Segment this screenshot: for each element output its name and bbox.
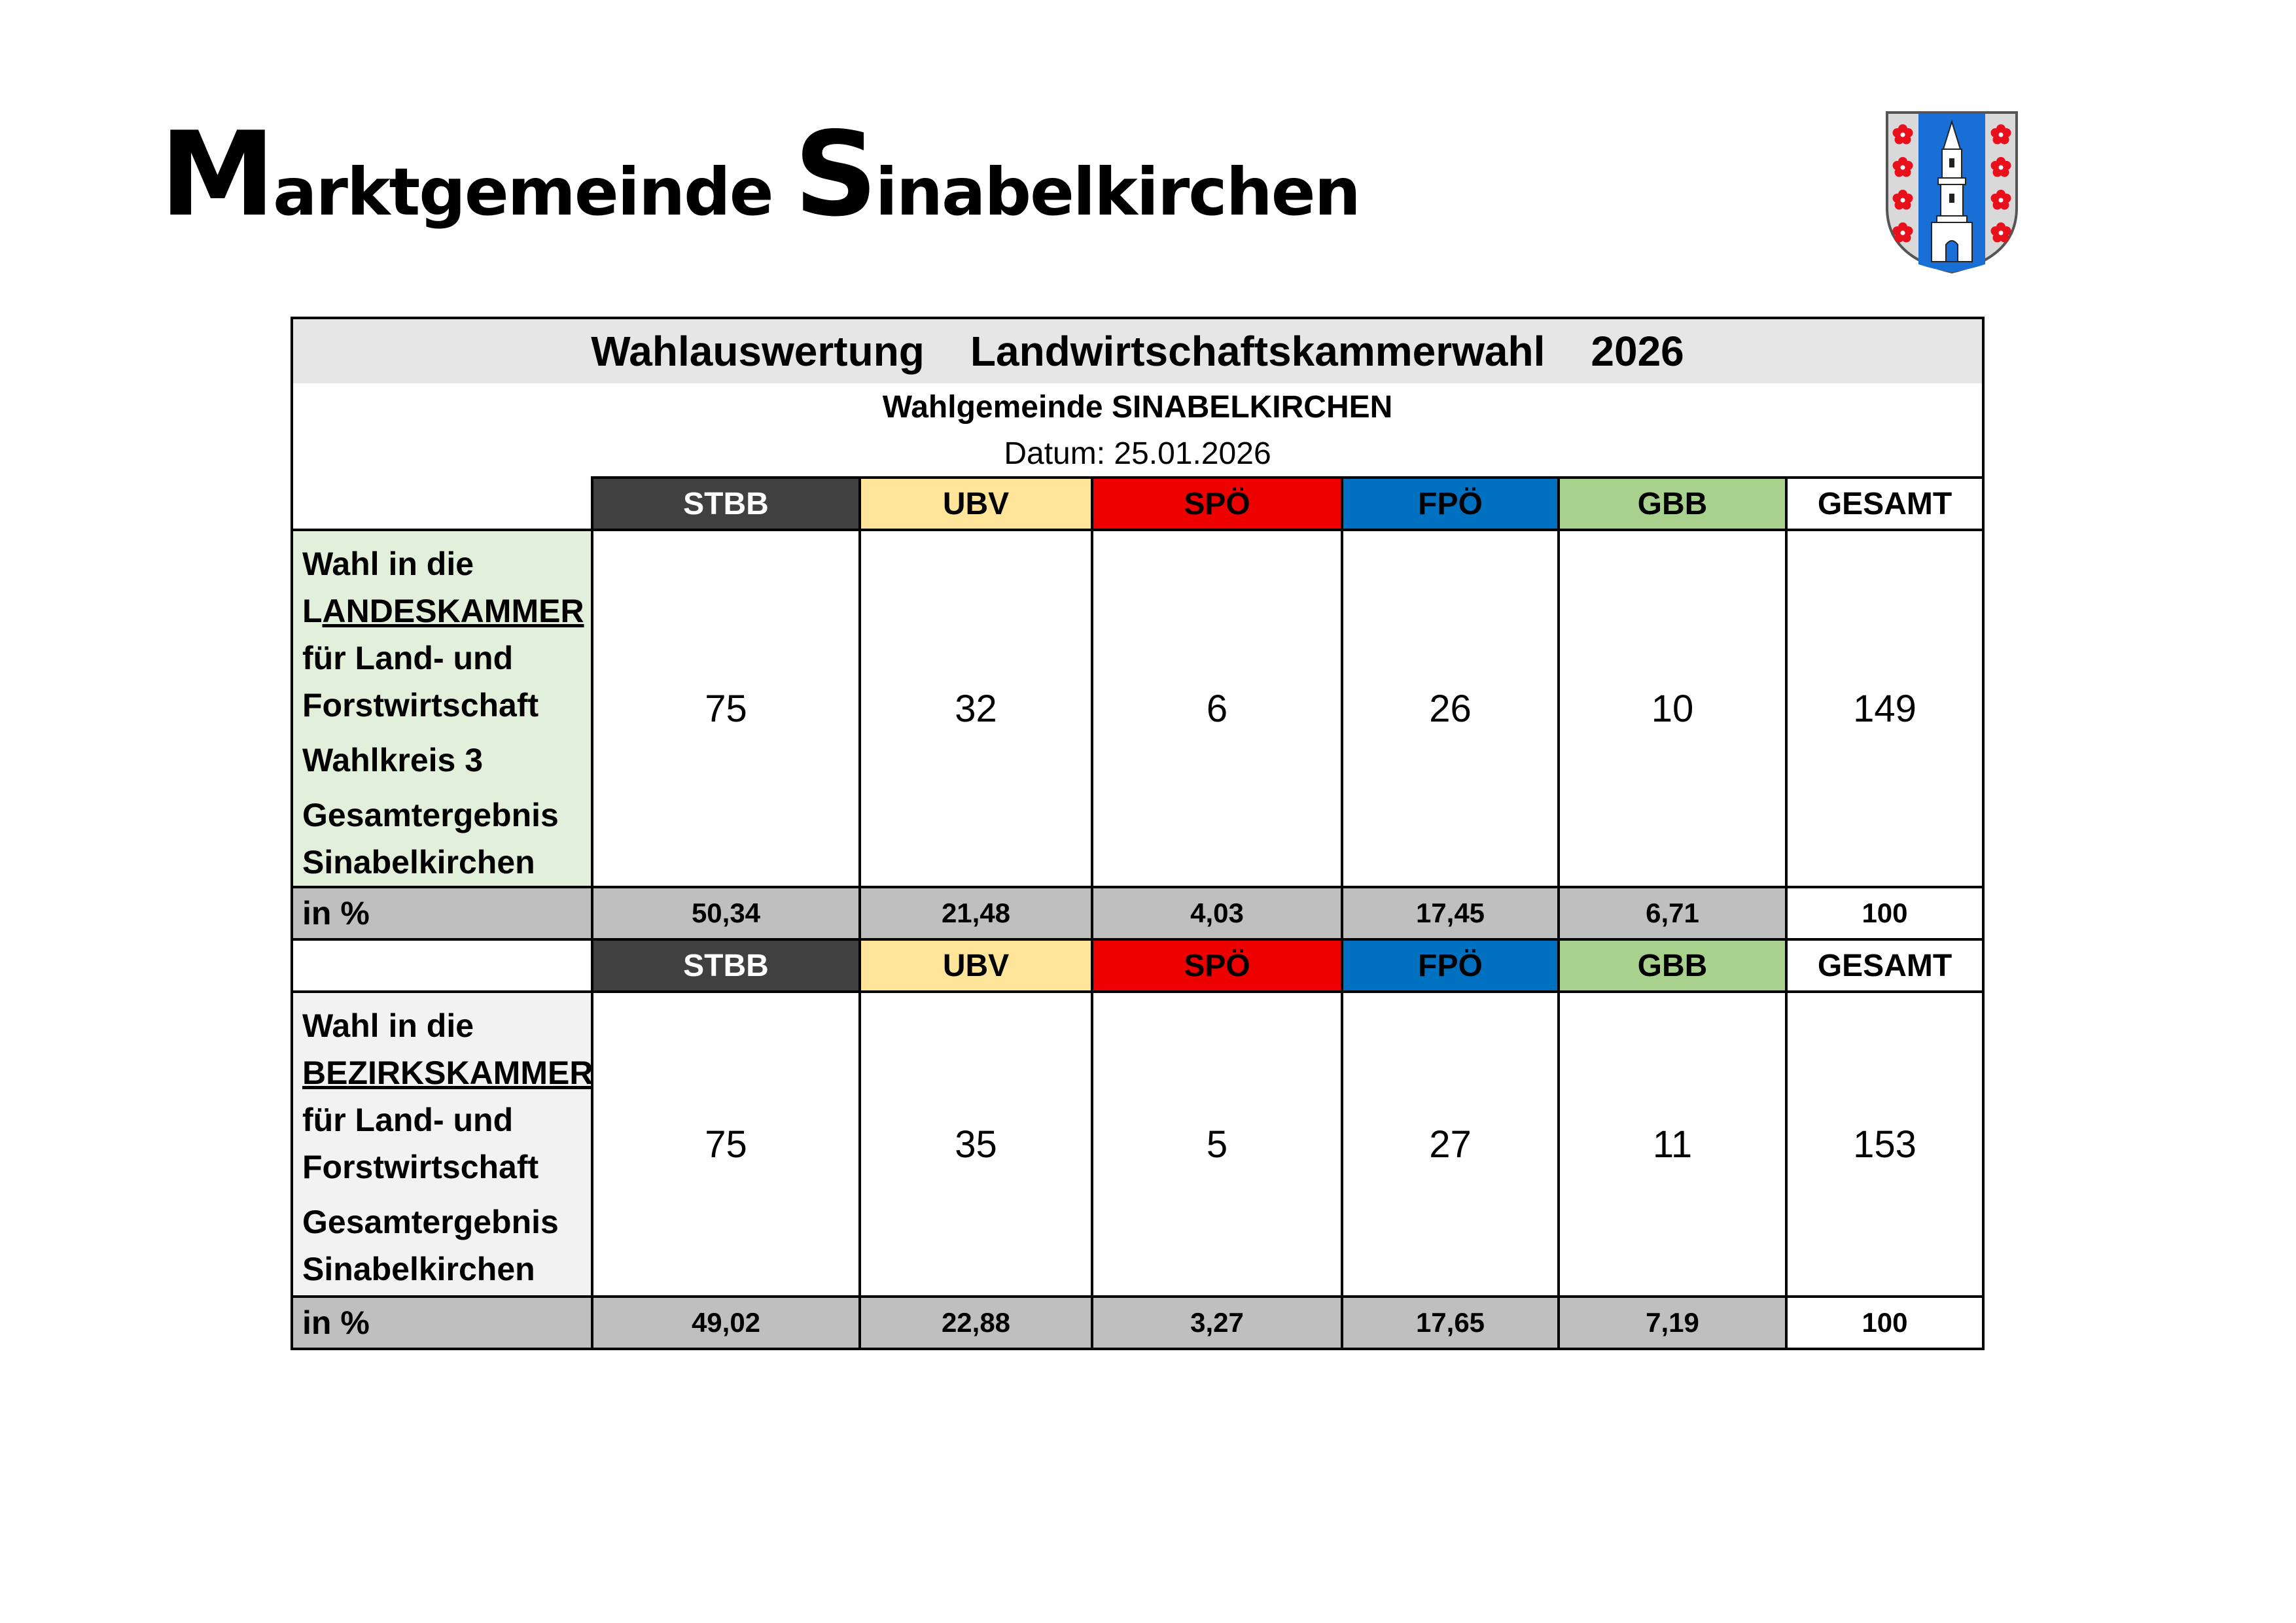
percent-gbb: 7,19: [1559, 1297, 1786, 1349]
percent-label: in %: [292, 1297, 592, 1349]
coat-of-arms-icon: [1884, 110, 2019, 275]
heading-initial-m: M: [160, 107, 274, 242]
title-election: Landwirtschaftskammerwahl: [970, 328, 1545, 375]
column-header-spo: SPÖ: [1092, 939, 1342, 992]
label-line: Wahl in die: [302, 546, 474, 582]
percent-gesamt: 100: [1786, 887, 1983, 939]
column-header-stbb: STBB: [592, 939, 860, 992]
label-line: Sinabelkirchen: [302, 844, 535, 881]
votes-spo: 6: [1092, 530, 1342, 887]
percent-fpo: 17,45: [1342, 887, 1559, 939]
label-line: Wahlkreis 3: [302, 742, 484, 778]
heading-word-1: arktgemeinde: [273, 154, 773, 230]
column-header-gbb: GBB: [1559, 478, 1786, 530]
label-line: Wahl in die: [302, 1007, 474, 1044]
percent-spo: 3,27: [1092, 1297, 1342, 1349]
heading-initial-s: S: [794, 107, 875, 242]
column-header-fpo: FPÖ: [1342, 478, 1559, 530]
bezirkskammer-votes-row: [292, 992, 1983, 1297]
percent-label: in %: [292, 887, 592, 939]
label-line: Gesamtergebnis: [302, 1204, 559, 1240]
column-header-gesamt: GESAMT: [1786, 939, 1983, 992]
page-heading: [160, 107, 1360, 242]
percent-gesamt: 100: [1786, 1297, 1983, 1349]
percent-fpo: 17,65: [1342, 1297, 1559, 1349]
bezirkskammer-label: [292, 992, 592, 1297]
title-year: 2026: [1591, 328, 1684, 375]
header-blank-cell: [292, 478, 592, 530]
label-line: Gesamtergebnis: [302, 797, 559, 833]
label-line: [302, 1049, 593, 1096]
votes-gesamt: 153: [1786, 992, 1983, 1297]
label-line: für Land- und: [302, 1102, 514, 1138]
percent-gbb: 6,71: [1559, 887, 1786, 939]
percent-spo: 4,03: [1092, 887, 1342, 939]
landeskammer-percent-row: [292, 887, 1983, 939]
column-header-spo: SPÖ: [1092, 478, 1342, 530]
label-line: für Land- und: [302, 640, 514, 676]
label-line: Forstwirtschaft: [302, 1149, 539, 1185]
percent-stbb: 49,02: [592, 1297, 860, 1349]
title-evaluation: Wahlauswertung: [591, 328, 925, 375]
header-blank-cell: [292, 939, 592, 992]
label-underlined: ANDESKAMMER: [322, 593, 584, 629]
table-subtitle-row: [292, 383, 1983, 430]
column-header-gbb: GBB: [1559, 939, 1786, 992]
heading-word-2: inabelkirchen: [875, 154, 1360, 230]
votes-gbb: 10: [1559, 530, 1786, 887]
column-header-gesamt: GESAMT: [1786, 478, 1983, 530]
votes-fpo: 27: [1342, 992, 1559, 1297]
landeskammer-header-row: [292, 478, 1983, 530]
label-underlined: BEZIRKSKAMMER: [302, 1055, 593, 1091]
table-title: [292, 318, 1983, 383]
percent-stbb: 50,34: [592, 887, 860, 939]
votes-ubv: 32: [860, 530, 1092, 887]
votes-spo: 5: [1092, 992, 1342, 1297]
bezirkskammer-header-row: [292, 939, 1983, 992]
votes-gesamt: 149: [1786, 530, 1983, 887]
votes-ubv: 35: [860, 992, 1092, 1297]
label-line: Forstwirtschaft: [302, 687, 539, 724]
results-table: [291, 317, 1985, 1350]
votes-stbb: 75: [592, 530, 860, 887]
table-date-row: [292, 430, 1983, 478]
label-line: LANDESKAMMER: [302, 593, 584, 629]
label-line: Sinabelkirchen: [302, 1251, 535, 1287]
column-header-ubv: UBV: [860, 939, 1092, 992]
column-header-ubv: UBV: [860, 478, 1092, 530]
table-title-row: [292, 318, 1983, 383]
landeskammer-votes-row: [292, 530, 1983, 887]
landeskammer-label: [292, 530, 592, 887]
table-subtitle: Wahlgemeinde SINABELKIRCHEN: [292, 383, 1983, 430]
table-date: Datum: 25.01.2026: [292, 430, 1983, 478]
votes-gbb: 11: [1559, 992, 1786, 1297]
percent-ubv: 21,48: [860, 887, 1092, 939]
column-header-stbb: STBB: [592, 478, 860, 530]
votes-stbb: 75: [592, 992, 860, 1297]
votes-fpo: 26: [1342, 530, 1559, 887]
column-header-fpo: FPÖ: [1342, 939, 1559, 992]
bezirkskammer-percent-row: [292, 1297, 1983, 1349]
percent-ubv: 22,88: [860, 1297, 1092, 1349]
